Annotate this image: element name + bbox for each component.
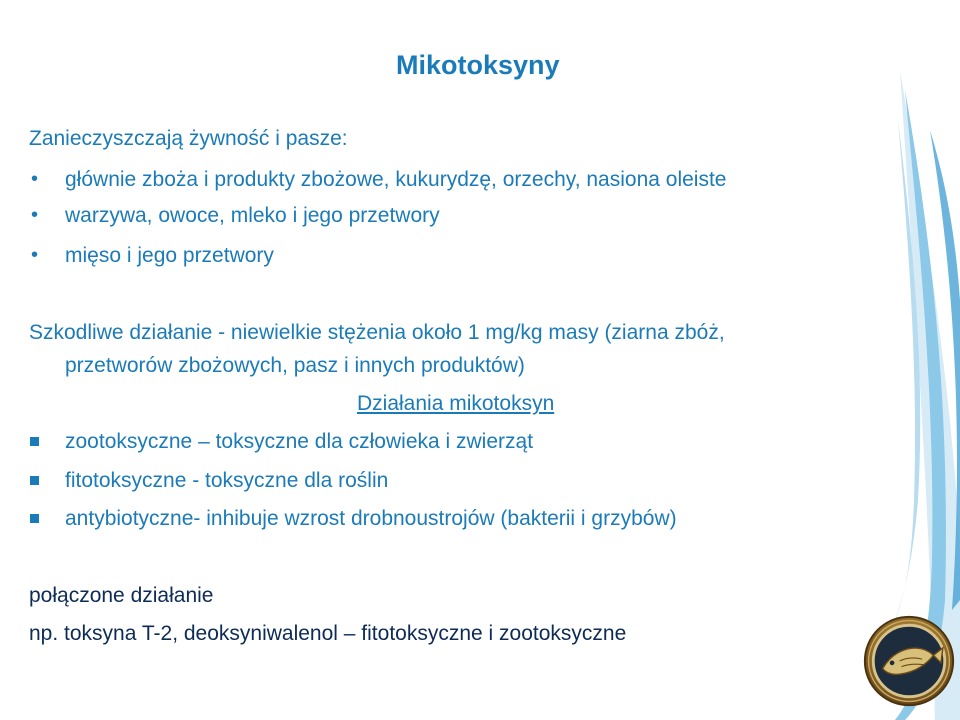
example-text: np. toksyna T-2, deoksyniwalenol – fitotoksyczne i zootoksyczne [29, 622, 627, 645]
actions-heading: Działania mikotoksyn [357, 392, 555, 415]
intro-text: Zanieczyszczają żywność i pasze: [29, 127, 348, 150]
list-item: mięso i jego przetwory [65, 244, 274, 267]
list-item: zootoksyczne – toksyczne dla człowieka i zwierząt [65, 430, 534, 453]
bullet-dot-icon: • [31, 168, 39, 190]
list-item: warzywa, owoce, mleko i jego przetwory [65, 204, 440, 227]
harm-line-2: przetworów zbożowych, pasz i innych produktów) [65, 354, 525, 377]
list-item: fitotoksyczne - toksyczne dla roślin [65, 469, 389, 492]
bullet-square-icon [30, 437, 39, 446]
bullet-dot-icon: • [31, 204, 39, 226]
page-title: Mikotoksyny [396, 50, 560, 80]
fish-emblem-icon [862, 614, 956, 708]
list-item: głównie zboża i produkty zbożowe, kukurydzę, orzechy, nasiona oleiste [65, 168, 727, 191]
bullet-dot-icon: • [31, 244, 39, 266]
list-item: antybiotyczne- inhibuje wzrost drobnoustrojów (bakterii i grzybów) [65, 507, 677, 530]
harm-line-1: Szkodliwe działanie - niewielkie stężenia około 1 mg/kg masy (ziarna zbóż, [29, 321, 725, 344]
bullet-square-icon [30, 514, 39, 523]
combined-text: połączone działanie [29, 584, 214, 607]
bullet-square-icon [30, 476, 39, 485]
